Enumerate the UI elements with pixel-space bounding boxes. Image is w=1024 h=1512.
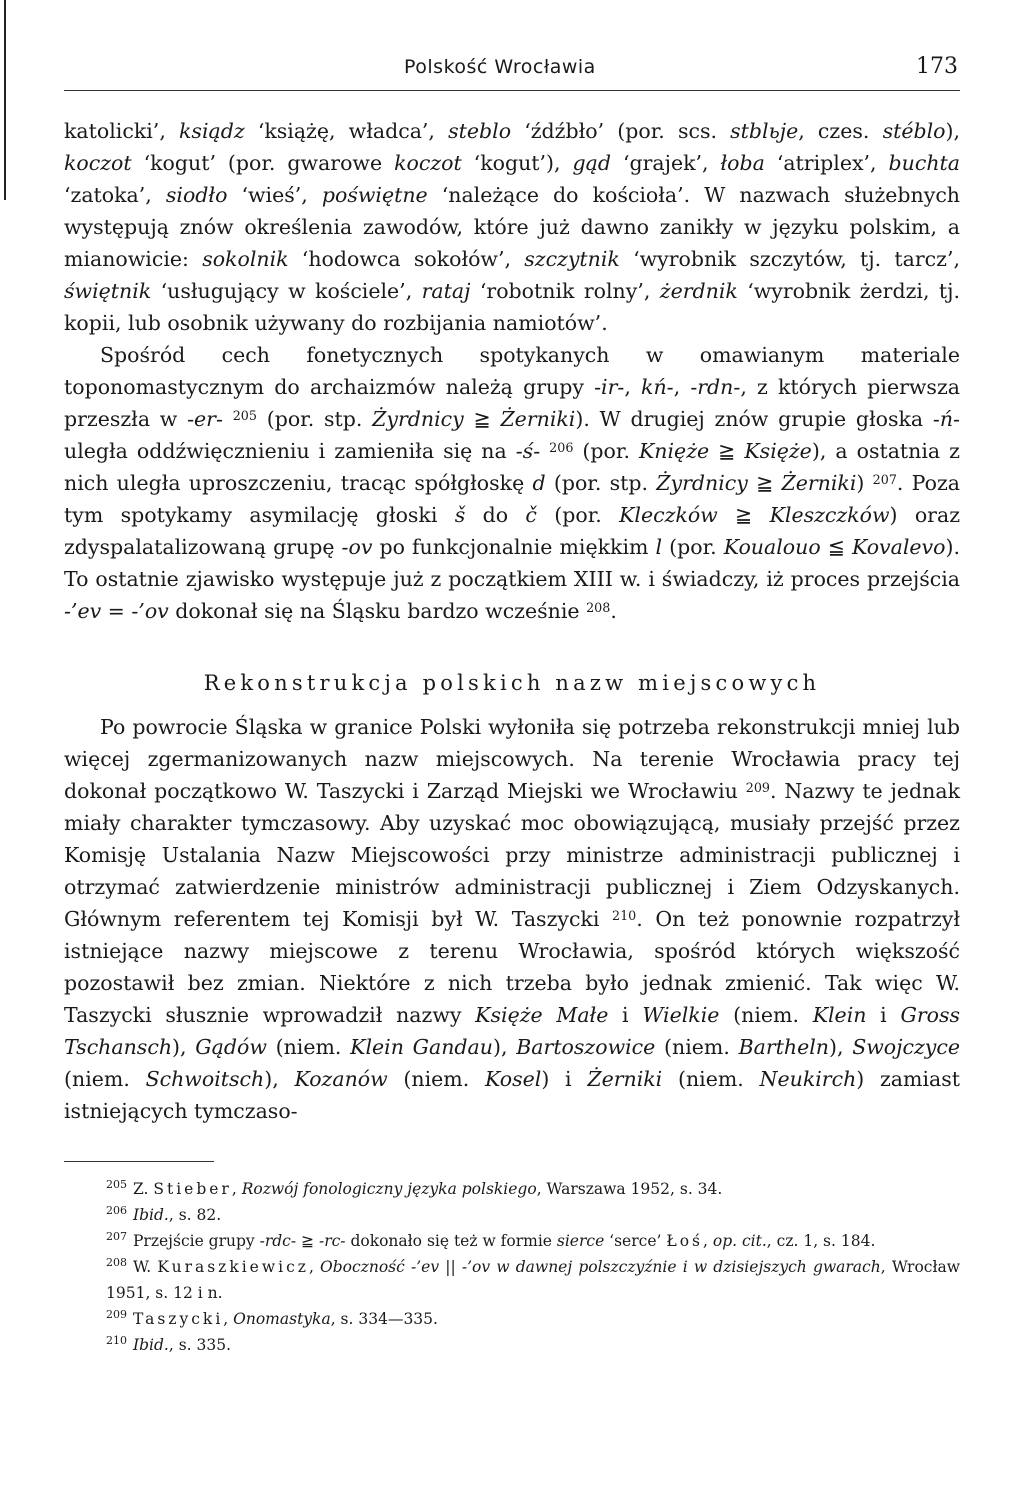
footnote xyxy=(64,1306,960,1332)
footnote-text: Przejście grupy -rdc- ≧ -rc- dokonało się też w formie sierce ‘serce’ Łoś, op. cit., cz. 1, s. 184. xyxy=(133,1232,876,1250)
footnote-number: 207 xyxy=(106,1229,127,1243)
footnote-number: 208 xyxy=(106,1255,127,1269)
footnote-text: Z. Stieber, Rozwój fonologiczny języka polskiego, Warszawa 1952, s. 34. xyxy=(133,1180,723,1198)
footnote-number: 205 xyxy=(106,1177,127,1191)
body-paragraph: Spośród cech fonetycznych spotykanych w omawianym materiale toponomastycznym do archaizmów należą grupy -ir-, kń-, -rdn-, z których pierwsza przeszła w -er- $^{205}$ (por. stp. Żyrdnicy ≧ Żerniki). W drugiej znów grupie głoska -ń- uległa oddźwięcznieniu i zamieniła się na -ś- $^{206}$ (por. Knięże ≧ Księże), a ostatnia z nich uległa uproszczeniu, tracąc spółgłoskę d (por. stp. Żyrdnicy ≧ Żerniki) $^{207}$. Poza tym spotykamy asymilację głoski š do č (por. Kleczków ≧ Kleszczków) oraz zdyspalatalizowaną grupę -ov po funkcjonalnie miękkim l (por. Koualouo ≦ Kovalevo). To ostatnie zjawisko występuje już z początkiem XIII w. i świadczy, iż proces przejścia -’ev = -’ov dokonał się na Śląsku bardzo wcześnie $^{208}$. xyxy=(64,343,960,623)
footnote xyxy=(64,1254,960,1306)
footnote-text: Taszycki, Onomastyka, s. 334—335. xyxy=(133,1310,438,1328)
footnotes xyxy=(64,1176,960,1358)
section-body-text xyxy=(64,711,960,1127)
page xyxy=(64,50,960,1358)
footnote xyxy=(64,1228,960,1254)
footnote-number: 210 xyxy=(106,1333,127,1347)
footnote-number: 206 xyxy=(106,1203,127,1217)
binding-edge-line xyxy=(4,0,6,200)
body-text xyxy=(64,115,960,627)
running-head-title: Polskość Wrocławia xyxy=(404,56,596,78)
section-heading: Rekonstrukcja polskich nazw miejscowych xyxy=(203,671,821,695)
footnote-text: Ibid., s. 82. xyxy=(133,1206,222,1224)
running-head xyxy=(64,50,960,91)
page-number: 173 xyxy=(916,54,958,79)
footnote-text: Ibid., s. 335. xyxy=(133,1336,232,1354)
footnote xyxy=(64,1332,960,1358)
body-paragraph: katolicki’, ksiądz ‘książę, władca’, steblo ‘źdźbło’ (por. scs. stblьje, czes. stéblo), koczot ‘kogut’ (por. gwarowe koczot ‘kogut’), gąd ‘grajek’, łoba ‘atriplex’, buchta ‘zatoka’, siodło ‘wieś’, poświętne ‘należące do kościoła’. W nazwach służebnych występują znów określenia zawodów, które już dawno zanikły w języku polskim, a mianowicie: sokolnik ‘hodowca sokołów’, szczytnik ‘wyrobnik szczytów, tj. tarcz’, świętnik ‘usługujący w kościele’, rataj ‘robotnik rolny’, żerdnik ‘wyrobnik żerdzi, tj. kopii, lub osobnik używany do rozbijania namiotów’. xyxy=(64,119,961,335)
footnote xyxy=(64,1176,960,1202)
section-paragraph: Po powrocie Śląska w granice Polski wyłoniła się potrzeba rekonstrukcji mniej lub więcej zgermanizowanych nazw miejscowych. Na terenie Wrocławia pracy tej dokonał początkowo W. Taszycki i Zarząd Miejski we Wrocławiu $^{209}$. Nazwy te jednak miały charakter tymczasowy. Aby uzyskać moc obowiązującą, musiały przejść przez Komisję Ustalania Nazw Miejscowości przy ministrze administracji publicznej i otrzymać zatwierdzenie ministrów administracji publicznej i Ziem Odzyskanych. Głównym referentem tej Komisji był W. Taszycki $^{210}$. On też ponownie rozpatrzył istniejące nazwy miejscowe z terenu Wrocławia, spośród których większość pozostawił bez zmian. Niektóre z nich trzeba było jednak zmienić. Tak więc W. Taszycki słusznie wprowadził nazwy Księże Małe i Wielkie (niem. Klein i Gross Tschansch), Gądów (niem. Klein Gandau), Bartoszowice (niem. Bartheln), Swojczyce (niem. Schwoitsch), Kozanów (niem. Kosel) i Żerniki (niem. Neukirch) zamiast istniejących tymczaso- xyxy=(64,715,961,1123)
footnote-text: W. Kuraszkiewicz, Oboczność -’ev || -’ov w dawnej polszczyźnie i w dzisiejszych gwarach, Wrocław 1951, s. 12 i n. xyxy=(106,1258,961,1302)
footnote-separator xyxy=(64,1161,214,1162)
footnote xyxy=(64,1202,960,1228)
footnote-number: 209 xyxy=(106,1307,127,1321)
